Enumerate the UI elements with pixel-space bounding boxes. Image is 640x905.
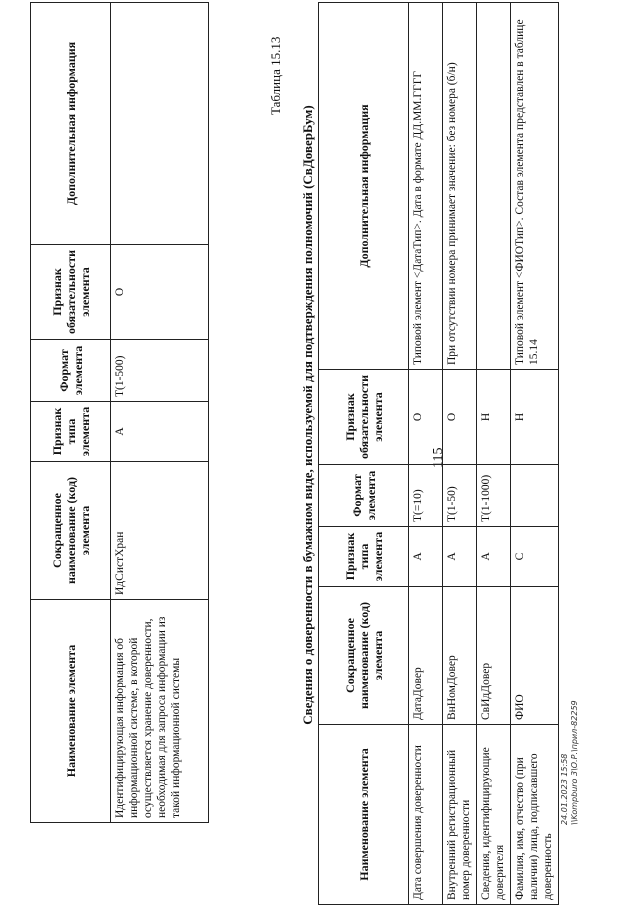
table-continuation <box>30 2 209 823</box>
table-title: Сведения о доверенности в бумажном виде, используемой для подтверждения полномочий (СвДоверБум) <box>300 105 315 725</box>
table-row <box>111 3 209 823</box>
header-additional-info: Дополнительная информация <box>31 3 111 245</box>
table-row <box>409 3 443 905</box>
cell-format: T(1-1000) <box>477 465 511 527</box>
cell-type: А <box>111 402 209 462</box>
cell-format <box>511 465 559 527</box>
cell-type: С <box>511 527 559 587</box>
cell-name: Идентифицирующая информация об информационной системе, в которой осуществляется хранение доверенности, необходимая для запроса информации из такой информационной системы <box>111 600 209 823</box>
cell-code: ФИО <box>511 587 559 725</box>
cell-info <box>477 3 511 370</box>
cell-name: Дата совершения доверенности <box>409 725 443 905</box>
stamp-date: 24.01.2023 15:58 <box>560 753 569 825</box>
cell-name: Фамилия, имя, отчество (при наличии) лица, подписавшего доверенность <box>511 725 559 905</box>
stamp-path: \\Kompburo 3\О.Р.\прил-82259 <box>570 700 579 825</box>
cell-info: Типовой элемент <ДатаТип>. Дата в формате ДД.ММ.ГГГГ <box>409 3 443 370</box>
cell-required: Н <box>511 370 559 465</box>
table-row <box>443 3 477 905</box>
cell-code: ДатаДовер <box>409 587 443 725</box>
table-row <box>477 3 511 905</box>
cell-required: О <box>443 370 477 465</box>
table-header-row <box>31 3 111 823</box>
table-label: Таблица 15.13 <box>268 36 283 115</box>
cell-info: При отсутствии номера принимает значение: без номера (б/н) <box>443 3 477 370</box>
header-element-code: Сокращенное наименование (код) элемента <box>319 587 409 725</box>
table-header-row <box>319 3 409 905</box>
cell-required: О <box>409 370 443 465</box>
cell-code: ВнНомДовер <box>443 587 477 725</box>
header-element-type: Признак типа элемента <box>319 527 409 587</box>
print-stamp <box>560 700 580 825</box>
table-15-13 <box>318 2 559 905</box>
header-element-required: Признак обязательности элемента <box>31 245 111 340</box>
cell-format: T(1-50) <box>443 465 477 527</box>
cell-type: А <box>477 527 511 587</box>
header-element-code: Сокращенное наименование (код) элемента <box>31 462 111 600</box>
table-row <box>511 3 559 905</box>
cell-name: Сведения, идентифицирующие доверителя <box>477 725 511 905</box>
page-number: 115 <box>431 447 446 468</box>
cell-format: T(1-500) <box>111 340 209 402</box>
cell-code: ИдСистХран <box>111 462 209 600</box>
header-element-format: Формат элемента <box>31 340 111 402</box>
header-element-name: Наименование элемента <box>31 600 111 823</box>
header-additional-info: Дополнительная информация <box>319 3 409 370</box>
cell-info: Типовой элемент <ФИОТип>. Состав элемента представлен в таблице 15.14 <box>511 3 559 370</box>
header-element-name: Наименование элемента <box>319 725 409 905</box>
cell-format: T(=10) <box>409 465 443 527</box>
cell-name: Внутренний регистрационный номер доверенности <box>443 725 477 905</box>
cell-type: А <box>443 527 477 587</box>
header-element-type: Признак типа элемента <box>31 402 111 462</box>
cell-info <box>111 3 209 245</box>
cell-code: СвИдДовер <box>477 587 511 725</box>
header-element-required: Признак обязательности элемента <box>319 370 409 465</box>
header-element-format: Формат элемента <box>319 465 409 527</box>
cell-type: А <box>409 527 443 587</box>
cell-required: Н <box>477 370 511 465</box>
cell-required: О <box>111 245 209 340</box>
